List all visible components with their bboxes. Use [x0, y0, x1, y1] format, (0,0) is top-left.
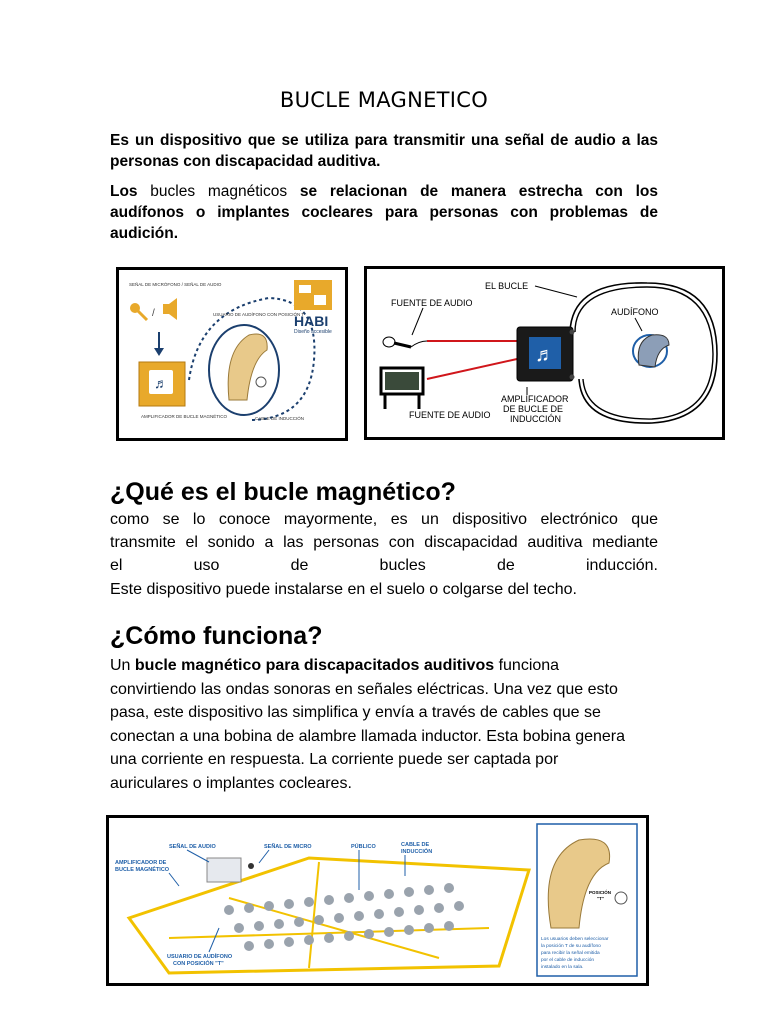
fig2-source-bottom-label: FUENTE DE AUDIO — [409, 410, 491, 420]
heading-what-is: ¿Qué es el bucle magnético? — [110, 478, 456, 506]
fig2-source-top-label: FUENTE DE AUDIO — [391, 298, 473, 308]
slash-glyph: / — [152, 308, 155, 319]
intro-los: Los — [110, 183, 138, 200]
fig3-note-4: por el cable de inducción — [541, 958, 595, 963]
t-switch-icon — [615, 892, 627, 904]
television-icon — [381, 368, 423, 409]
fig2-amp-label-1: AMPLIFICADOR — [501, 394, 569, 404]
section2-rest: funciona convirtiendo las ondas sonoras en señales eléctricas. Una vez que esto pasa, este dispositivo las simplifica y envía a través de cables que se conectan a una bobina de alambre llamada inductor. Esta bobina genera una corriente en respuesta. La corriente puede ser captada por auriculares o implantes cocleares. — [110, 657, 626, 792]
section2-paragraph — [110, 654, 626, 795]
fig3-micro-label: SEÑAL DE MICRO — [264, 844, 312, 850]
fig1-user-label: USUARIO DE AUDÍFONO CON POSICIÓN T — [213, 312, 305, 317]
section1-line-3: el uso de bucles de inducción. — [110, 557, 658, 574]
fig3-amp-label-1: AMPLIFICADOR DE — [115, 860, 167, 866]
section1-line-4: Este dispositivo puede instalarse en el suelo o colgarse del techo. — [110, 581, 577, 598]
fig3-user-label-2: CON POSICIÓN "T" — [173, 961, 224, 967]
hearing-aid-icon — [633, 335, 669, 367]
amplifier-box-icon — [139, 362, 185, 406]
fig3-pos-label-2: "T" — [597, 896, 605, 901]
figure-loop-diagram-habi — [116, 267, 348, 441]
fig1-amp-label: AMPLIFICADOR DE BUCLE MAGNÉTICO — [141, 414, 228, 419]
svg-text:♬: ♬ — [154, 375, 168, 391]
fig1-mic-label: SEÑAL DE MICRÓFONO / SEÑAL DE AUDIO — [129, 282, 222, 287]
habi-brand-sub: Diseño accesible — [294, 329, 332, 335]
fig3-audio-label: SEÑAL DE AUDIO — [169, 844, 216, 850]
section2-bold-term: bucle magnético para discapacitados auditivos — [134, 657, 495, 674]
amplifier-box-icon — [517, 327, 575, 381]
speaker-person — [248, 863, 254, 869]
intro-rest: se relacionan de manera estrecha con los audífonos o implantes cocleares para personas con problemas de audición. — [110, 183, 658, 242]
fig1-cable-label: CABLE DE INDUCCIÓN — [255, 416, 305, 421]
fig3-note-3: para recibir la señal emitida — [541, 951, 600, 956]
intro-paragraph-2 — [110, 181, 658, 244]
svg-text:♬: ♬ — [535, 344, 555, 366]
fig2-amp-label-2: DE BUCLE DE — [503, 404, 564, 414]
habi-brand: HABI — [294, 313, 329, 329]
fig2-hearing-aid-label: AUDÍFONO — [611, 307, 659, 317]
fig3-pos-label-1: POSICIÓN — [589, 890, 612, 895]
fig3-note-2: la posición T de su audífono — [541, 944, 601, 949]
microphone-icon — [383, 337, 427, 347]
fig3-cable-label-1: CABLE DE — [401, 842, 430, 848]
intro-paragraph-1: Es un dispositivo que se utiliza para transmitir una señal de audio a las personas con discapacidad auditiva. — [110, 132, 658, 170]
intro-bucles-term: bucles magnéticos — [137, 183, 300, 200]
section1-line-1: como se lo conoce mayormente, es un dispositivo electrónico que — [110, 511, 658, 528]
fig3-cable-label-2: INDUCCIÓN — [401, 849, 433, 855]
fig2-loop-label: EL BUCLE — [485, 281, 529, 291]
page-title: BUCLE MAGNETICO — [279, 88, 489, 112]
fig3-amp-label-2: BUCLE MAGNÉTICO — [115, 867, 170, 873]
fig3-note-1: Los usuarios deben seleccionar — [541, 937, 609, 942]
audio-cable-bottom — [427, 359, 517, 379]
figure-loop-system — [364, 266, 725, 440]
hearing-aid-icon — [209, 325, 279, 415]
heading-how-it-works: ¿Cómo funciona? — [110, 622, 323, 650]
fig3-user-label-1: USUARIO DE AUDÍFONO — [167, 954, 233, 960]
fig3-public-label: PÚBLICO — [351, 844, 376, 850]
habi-logo — [294, 280, 332, 335]
presentation-screen — [207, 858, 241, 882]
section2-un: Un — [110, 657, 135, 674]
fig2-amp-label-3: INDUCCIÓN — [510, 414, 561, 424]
hearing-aid-inset — [537, 824, 637, 976]
figure-room-installation — [106, 815, 649, 986]
fig3-note-5: instalado en la sala. — [541, 965, 584, 970]
section1-line-2: transmite el sonido a las personas con discapacidad auditiva mediante — [110, 534, 658, 551]
